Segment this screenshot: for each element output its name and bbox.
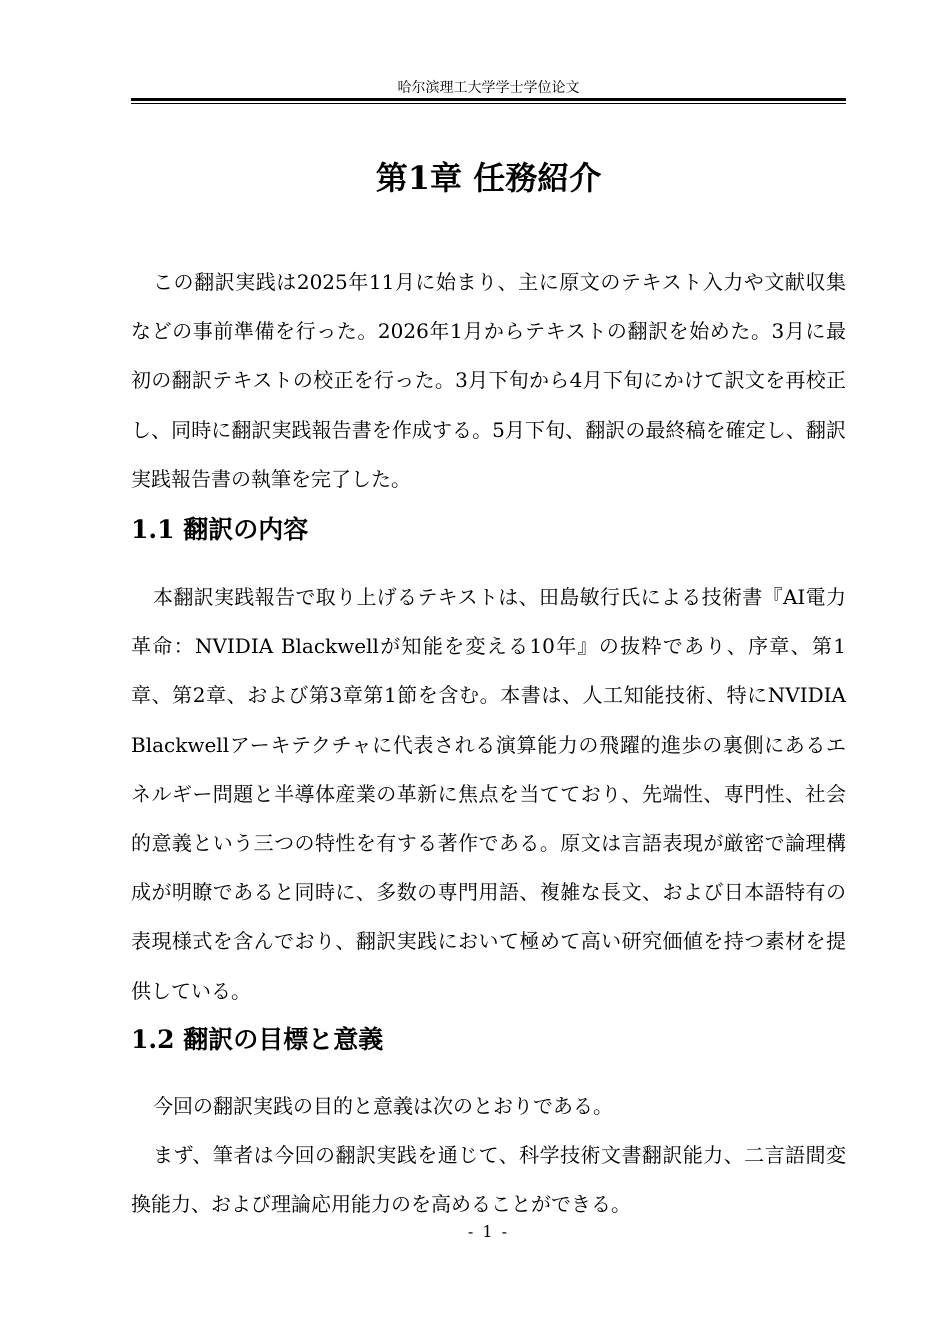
page-number: - 1 - bbox=[467, 1222, 510, 1241]
section-1-2-paragraph-1: 今回の翻訳実践の目的と意義は次のとおりである。 bbox=[153, 1094, 613, 1118]
section-1-1-paragraph: 本翻訳実践報告で取り上げるテキストは、田島敏行氏による技術書『AI電力革命：NVIDIA Blackwellが知能を変える10年』の抜粋であり、序章、第1章、第2章、および第3章第1節を含む。本書は、人工知能技術、特にNVIDIA Blackwellアーキテクチャに代表される演算能力の飛躍的進歩の裏側にあるエネルギー問題と半導体産業の革新に焦点を当てており、先端性、専門性、社会的意義という三つの特性を有する著作である。原文は言語表現が厳密で論理構成が明瞭であると同時に、多数の専門用語、複雑な長文、および日本語特有の表現様式を含んでおり、翻訳実践において極めて高い研究価値を持つ素材を提供している。 bbox=[131, 585, 846, 1003]
intro-paragraph: この翻訳実践は2025年11月に始まり、主に原文のテキスト入力や文献収集などの事前準備を行った。2026年1月からテキストの翻訳を始めた。3月に最初の翻訳テキストの校正を行った。3月下旬から4月下旬にかけて訳文を再校正し、同時に翻訳実践報告書を作成する。5月下旬、翻訳の最終稿を確定し、翻訳実践報告書の執筆を完了した。 bbox=[131, 270, 846, 491]
chapter-title: 第1章 任務紹介 bbox=[375, 159, 602, 197]
page-header: 哈尔滨理工大学学士学位论文 bbox=[397, 80, 580, 96]
header-rule-thin bbox=[131, 103, 846, 104]
section-heading-1-2: 1.2 翻訳の目標と意義 bbox=[131, 1025, 384, 1054]
header-rule-thick bbox=[131, 98, 846, 101]
section-heading-1-1: 1.1 翻訳の内容 bbox=[131, 515, 309, 544]
section-1-2-paragraph-2: まず、筆者は今回の翻訳実践を通じて、科学技術文書翻訳能力、二言語間変換能力、および理論応用能力のを高めることができる。 bbox=[131, 1143, 846, 1217]
